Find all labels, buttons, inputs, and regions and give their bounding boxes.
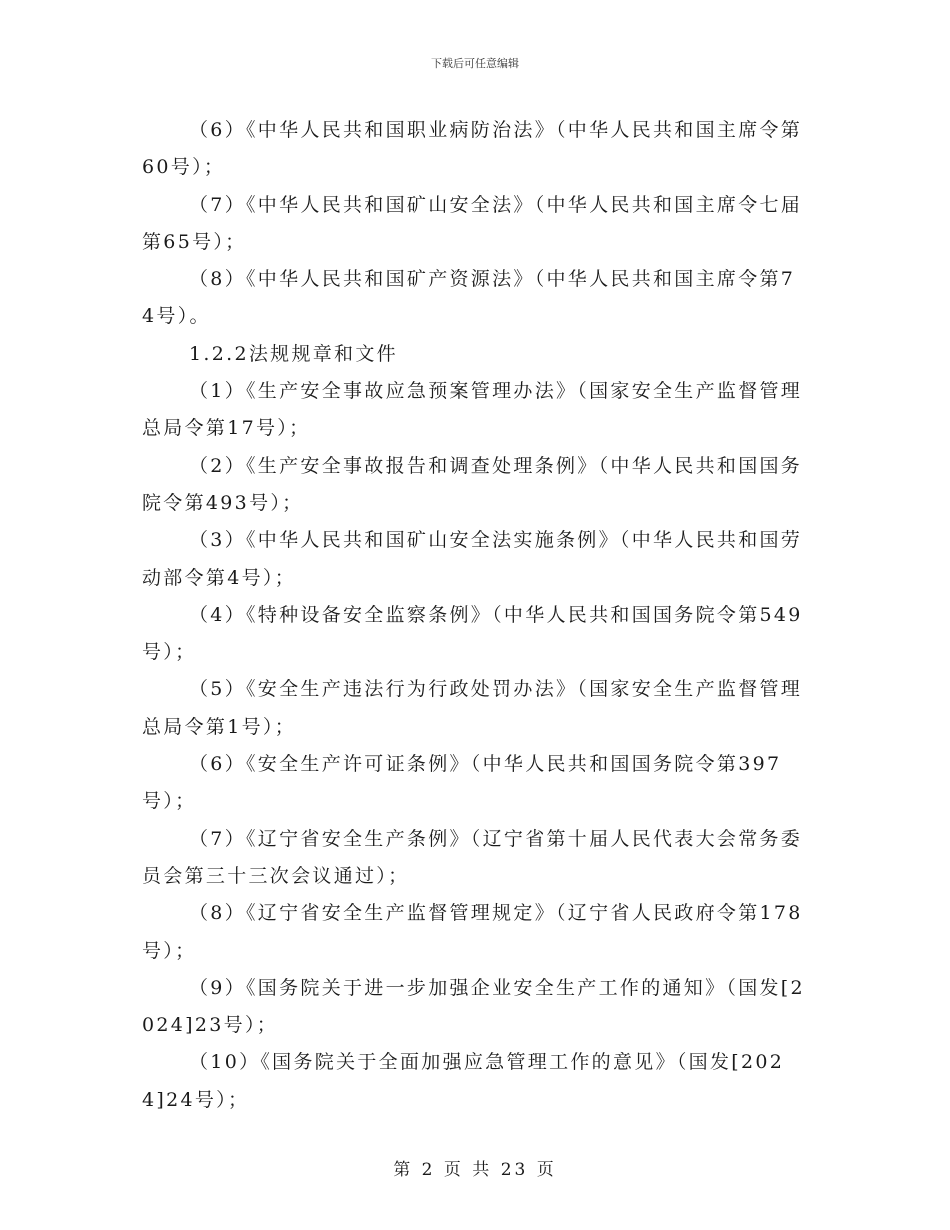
paragraph-regulation-8: （8）《辽宁省安全生产监督管理规定》（辽宁省人民政府令第178号）； xyxy=(142,902,803,962)
page-number-footer: 第 2 页 共 23 页 xyxy=(393,1160,557,1180)
paragraph-law-8: （8）《中华人民共和国矿产资源法》（中华人民共和国主席令第74号）。 xyxy=(142,268,796,328)
paragraph-regulation-9: （9）《国务院关于进一步加强企业安全生产工作的通知》（国发[2024]23号）； xyxy=(142,976,805,1037)
paragraph-regulation-3: （3）《中华人民共和国矿山安全法实施条例》（中华人民共和国劳动部令第4号）； xyxy=(142,529,803,589)
paragraph-regulation-1: （1）《生产安全事故应急预案管理办法》（国家安全生产监督管理总局令第17号）； xyxy=(142,380,803,440)
paragraph-regulation-2: （2）《生产安全事故报告和调查处理条例》（中华人民共和国国务院令第493号）； xyxy=(142,454,803,514)
section-heading: 1.2.2法规规章和文件 xyxy=(189,342,398,365)
document-body xyxy=(142,112,808,1119)
header-note: 下载后可任意编辑 xyxy=(431,57,519,70)
paragraph-regulation-6: （6）《安全生产许可证条例》（中华人民共和国国务院令第397号）； xyxy=(142,753,782,813)
paragraph-regulation-10: （10）《国务院关于全面加强应急管理工作的意见》（国发[2024]24号）； xyxy=(142,1051,785,1111)
paragraph-law-6: （6）《中华人民共和国职业病防治法》（中华人民共和国主席令第60号）； xyxy=(142,119,803,179)
paragraph-regulation-4: （4）《特种设备安全监察条例》（中华人民共和国国务院令第549号）； xyxy=(142,603,803,664)
paragraph-law-7: （7）《中华人民共和国矿山安全法》（中华人民共和国主席令七届第65号）； xyxy=(142,193,803,253)
paragraph-regulation-5: （5）《安全生产违法行为行政处罚办法》（国家安全生产监督管理总局令第1号）； xyxy=(142,678,803,738)
paragraph-regulation-7: （7）《辽宁省安全生产条例》（辽宁省第十届人民代表大会常务委员会第三十三次会议通过）； xyxy=(142,827,803,887)
